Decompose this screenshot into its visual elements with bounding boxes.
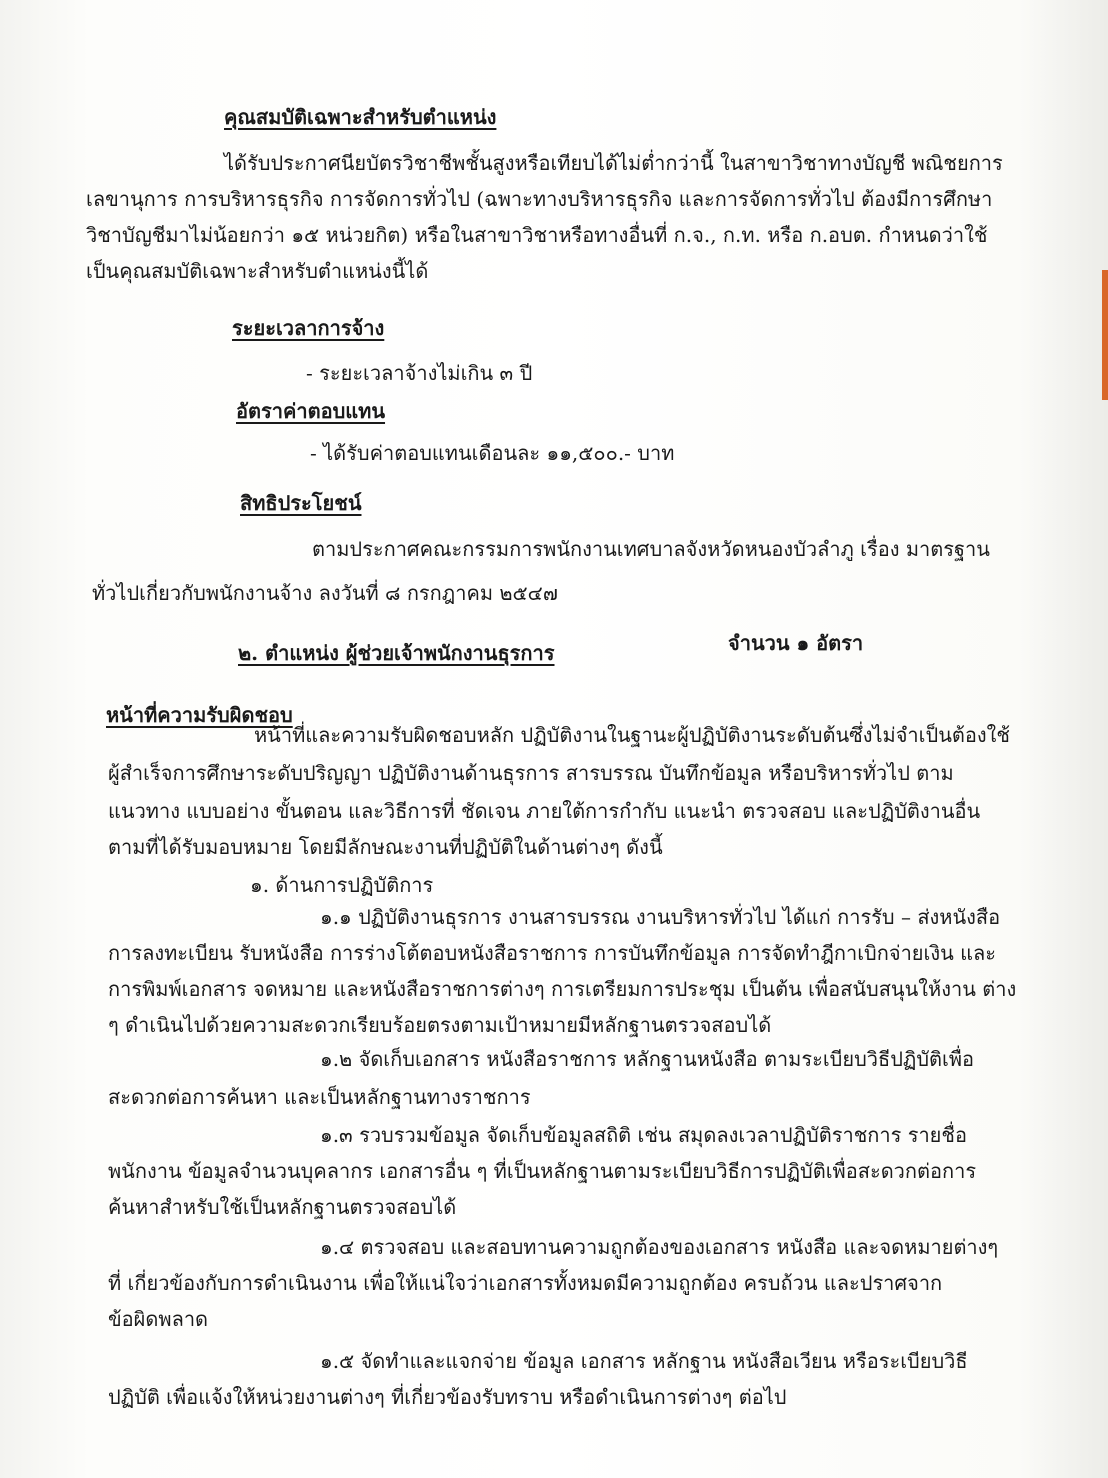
qualifications-line: วิชาบัญชีมาไม่น้อยกว่า ๑๕ หน่วยกิต) หรือในสาขาวิชาหรือทางอื่นที่ ก.จ., ก.ท. หรือ ก.อบต. กำหนดว่าใช้ xyxy=(86,223,988,247)
duty-1-3-line: ๑.๓ รวบรวมข้อมูล จัดเก็บข้อมูลสถิติ เช่น สมุดลงเวลาปฏิบัติราชการ รายชื่อ xyxy=(320,1123,967,1147)
duty-1-3-line: ค้นหาสำหรับใช้เป็นหลักฐานตรวจสอบได้ xyxy=(108,1195,457,1219)
duties-heading: หน้าที่ความรับผิดชอบ xyxy=(106,703,293,727)
duty-1-4-line: ข้อผิดพลาด xyxy=(108,1307,209,1331)
position-count: จำนวน ๑ อัตรา xyxy=(728,631,864,655)
duty-1-4-line: ที่ เกี่ยวข้องกับการดำเนินงาน เพื่อให้แน่ใจว่าเอกสารทั้งหมดมีความถูกต้อง ครบถ้วน และปราศจาก xyxy=(108,1271,943,1295)
page-edge-mark xyxy=(1102,270,1108,400)
duty-1-2-line: สะดวกต่อการค้นหา และเป็นหลักฐานทางราชการ xyxy=(108,1085,531,1109)
qualifications-heading: คุณสมบัติเฉพาะสำหรับตำแหน่ง xyxy=(224,105,497,129)
duties-intro-line: แนวทาง แบบอย่าง ขั้นตอน และวิธีการที่ ชัดเจน ภายใต้การกำกับ แนะนำ ตรวจสอบ และปฏิบัติงานอื่น xyxy=(108,799,981,823)
duty-1-1-line: การพิมพ์เอกสาร จดหมาย และหนังสือราชการต่างๆ การเตรียมการประชุม เป็นต้น เพื่อสนับสนุนให้งาน ต่าง xyxy=(108,977,1017,1001)
duty-1-1-line: ๆ ดำเนินไปด้วยความสะดวกเรียบร้อยตรงตามเป้าหมายมีหลักฐานตรวจสอบได้ xyxy=(108,1013,772,1037)
duties-intro-line: ตามที่ได้รับมอบหมาย โดยมีลักษณะงานที่ปฏิบัติในด้านต่างๆ ดังนี้ xyxy=(108,835,663,859)
qualifications-line: เป็นคุณสมบัติเฉพาะสำหรับตำแหน่งนี้ได้ xyxy=(86,259,429,283)
duties-intro-line: ผู้สำเร็จการศึกษาระดับปริญญา ปฏิบัติงานด้านธุรการ สารบรรณ บันทึกข้อมูล หรือบริหารทั่วไป ตาม xyxy=(108,761,954,785)
position-title: ๒. ตำแหน่ง ผู้ช่วยเจ้าพนักงานธุรการ xyxy=(238,641,555,665)
employment-period-heading: ระยะเวลาการจ้าง xyxy=(232,316,385,340)
compensation-item: - ได้รับค่าตอบแทนเดือนละ ๑๑,๕๐๐.- บาท xyxy=(310,441,675,465)
duty-1-3-line: พนักงาน ข้อมูลจำนวนบุคลากร เอกสารอื่น ๆ ที่เป็นหลักฐานตามระเบียบวิธีการปฏิบัติเพื่อสะดวกต่อการ xyxy=(108,1159,977,1183)
employment-period-item: - ระยะเวลาจ้างไม่เกิน ๓ ปี xyxy=(306,361,533,385)
qualifications-line: เลขานุการ การบริหารธุรกิจ การจัดการทั่วไป (ฉพาะทางบริหารธุรกิจ และการจัดการทั่วไป ต้องมีการศึกษา xyxy=(86,187,993,211)
duty-1-5-line: ปฏิบัติ เพื่อแจ้งให้หน่วยงานต่างๆ ที่เกี่ยวข้องรับทราบ หรือดำเนินการต่างๆ ต่อไป xyxy=(108,1385,787,1409)
compensation-heading: อัตราค่าตอบแทน xyxy=(236,399,386,423)
duty-1-1-line: ๑.๑ ปฏิบัติงานธุรการ งานสารบรรณ งานบริหารทั่วไป ได้แก่ การรับ – ส่งหนังสือ xyxy=(320,905,1001,929)
operations-subsection: ๑. ด้านการปฏิบัติการ xyxy=(250,873,434,897)
benefits-heading: สิทธิประโยชน์ xyxy=(240,491,362,515)
benefits-line: ทั่วไปเกี่ยวกับพนักงานจ้าง ลงวันที่ ๘ กรกฎาคม ๒๕๔๗ xyxy=(92,581,558,605)
duty-1-2-line: ๑.๒ จัดเก็บเอกสาร หนังสือราชการ หลักฐานหนังสือ ตามระเบียบวิธีปฏิบัติเพื่อ xyxy=(320,1047,975,1071)
duty-1-1-line: การลงทะเบียน รับหนังสือ การร่างโต้ตอบหนังสือราชการ การบันทึกข้อมูล การจัดทำฎีกาเบิกจ่ายเงิน และ xyxy=(108,941,997,965)
qualifications-line: ได้รับประกาศนียบัตรวิชาชีพชั้นสูงหรือเทียบได้ไม่ต่ำกว่านี้ ในสาขาวิชาทางบัญชี พณิชยการ xyxy=(224,151,1003,175)
benefits-line: ตามประกาศคณะกรรมการพนักงานเทศบาลจังหวัดหนองบัวลำภู เรื่อง มาตรฐาน xyxy=(312,537,990,561)
duty-1-4-line: ๑.๔ ตรวจสอบ และสอบทานความถูกต้องของเอกสาร หนังสือ และจดหมายต่างๆ xyxy=(320,1235,999,1259)
duty-1-5-line: ๑.๕ จัดทำและแจกจ่าย ข้อมูล เอกสาร หลักฐาน หนังสือเวียน หรือระเบียบวิธี xyxy=(320,1349,968,1373)
duties-intro-line: หน้าที่และความรับผิดชอบหลัก ปฏิบัติงานในฐานะผู้ปฏิบัติงานระดับต้นซึ่งไม่จำเป็นต้องใช้ xyxy=(254,723,1010,747)
